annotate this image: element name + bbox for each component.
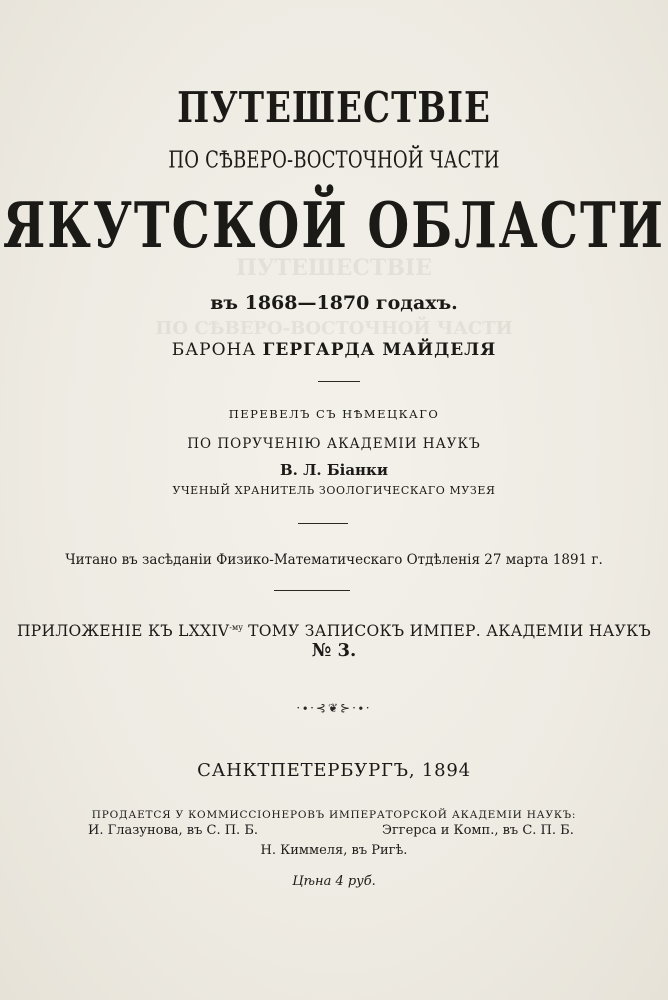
- translator-role: УЧЕНЫЙ ХРАНИТЕЛЬ ЗООЛОГИЧЕСКАГО МУЗЕЯ: [172, 484, 496, 497]
- supplement-line: [0, 622, 668, 640]
- title-line-1: ПУТЕШЕСТВІЕ: [177, 83, 491, 133]
- supplement-sup: -му: [229, 622, 243, 632]
- bleed-through-line: ПО СѢВЕРО-ВОСТОЧНОЙ ЧАСТИ: [155, 318, 513, 339]
- translator-name: В. Л. Біанки: [279, 461, 388, 479]
- seller-kimmel: Н. Киммеля, въ Ригѣ.: [260, 843, 408, 858]
- divider-rule: [318, 381, 360, 382]
- author-name: ГЕРГАРДА МАЙДЕЛЯ: [262, 340, 497, 360]
- author-line: [0, 340, 668, 360]
- supplement-pre: ПРИЛОЖЕНІЕ КЪ LXXIV: [16, 622, 230, 640]
- sold-by-line: ПРОДАЕТСЯ У КОММИССІОНЕРОВЪ ИМПЕРАТОРСКОЙ АКАДЕМІИ НАУКЪ:: [91, 809, 577, 821]
- by-order-line: ПО ПОРУЧЕНІЮ АКАДЕМІИ НАУКЪ: [187, 436, 481, 452]
- years-line: въ 1868—1870 годахъ.: [210, 292, 458, 314]
- bleed-through-title: ПУТЕШЕСТВІЕ: [236, 255, 432, 281]
- divider-rule: [274, 590, 350, 591]
- title-line-3: ЯКУТСКОЙ ОБЛАСТИ: [2, 189, 666, 263]
- supplement-post: ТОМУ ЗАПИСОКЪ ИМПЕР. АКАДЕМІИ НАУКЪ: [242, 622, 652, 640]
- issue-number: № 3.: [311, 640, 357, 661]
- price-line: Цѣна 4 руб.: [292, 874, 376, 889]
- read-note: Читано въ засѣданіи Физико-Математическаго Отдѣленія 27 марта 1891 г.: [65, 552, 603, 568]
- ornament-icon: ·∙·⊰❦⊱·∙·: [296, 701, 372, 715]
- author-prefix: БАРОНА: [171, 340, 257, 360]
- seller-glazunov: И. Глазунова, въ С. П. Б.: [88, 823, 259, 838]
- seller-eggers: Эггерса и Комп., въ С. П. Б.: [382, 823, 574, 838]
- title-line-2: ПО СѢВЕРО-ВОСТОЧНОЙ ЧАСТИ: [168, 146, 500, 175]
- city-year: САНКТПЕТЕРБУРГЪ, 1894: [197, 760, 471, 781]
- translated-from: ПЕРЕВЕЛЪ СЪ НѢМЕЦКАГО: [228, 407, 440, 421]
- divider-rule: [298, 523, 348, 524]
